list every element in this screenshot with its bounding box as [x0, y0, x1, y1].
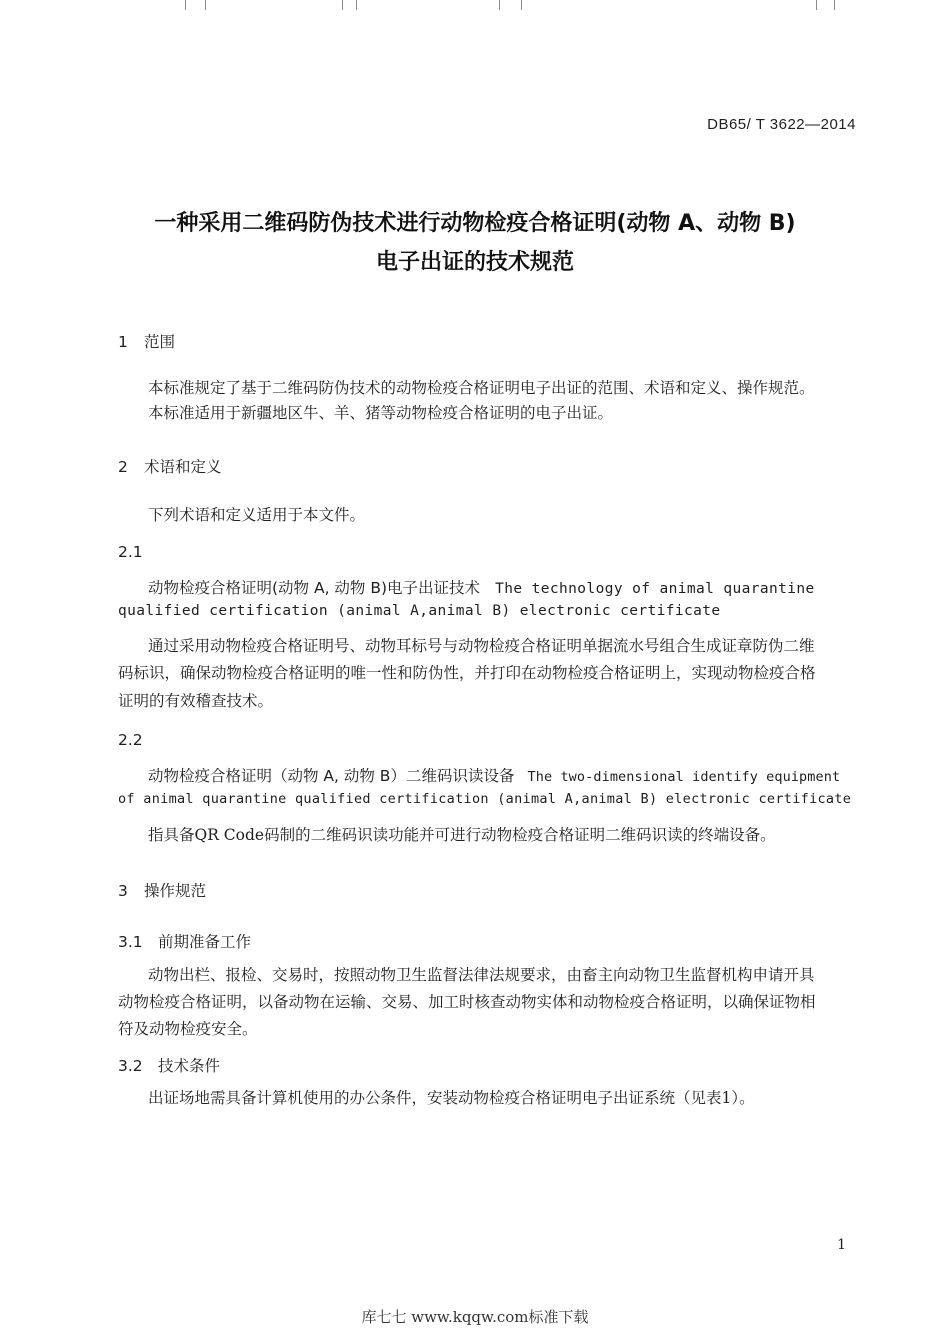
scan-mark: [356, 0, 357, 10]
scan-mark: [342, 0, 343, 10]
term-english: The two-dimensional identify equipment: [527, 769, 841, 785]
prep-work-line-1: 动物出栏、报检、交易时，按照动物卫生监督法律法规要求，由畜主向动物卫生监督机构申请开具: [148, 966, 815, 984]
prep-work-line-2: 动物检疫合格证明，以备动物在运输、交易、加工时核查动物实体和动物检疫合格证明，以确保证物相: [118, 993, 816, 1011]
term-english: The technology of animal quarantine: [495, 581, 815, 597]
section-2-heading: [118, 455, 222, 477]
scan-mark: [499, 0, 500, 10]
subsection-title: 前期准备工作: [158, 933, 252, 951]
scan-mark: [521, 0, 522, 10]
scan-mark: [185, 0, 186, 10]
section-3-heading: [118, 879, 206, 901]
term-chinese: 动物检疫合格证明(动物 A, 动物 B)电子出证技术: [148, 579, 481, 597]
section-number: 1: [118, 333, 128, 351]
term-2-2-line-2: of animal quarantine qualified certification (animal A,animal B) electronic certificate: [118, 791, 852, 807]
scan-mark: [816, 0, 817, 10]
section-1-heading: [118, 330, 175, 352]
subsection-number: 3.1: [118, 933, 143, 951]
subsection-number: 3.2: [118, 1057, 143, 1075]
term-2-2-line-1: [148, 764, 840, 786]
term-2-1-line-1: [148, 576, 815, 598]
scan-mark: [834, 0, 835, 10]
section-title: 范围: [144, 333, 176, 351]
term-chinese: 动物检疫合格证明（动物 A, 动物 B）二维码识读设备: [148, 767, 515, 785]
section-title: 术语和定义: [144, 458, 222, 476]
definition-2-1-line-2: 码标识，确保动物检疫合格证明的唯一性和防伪性，并打印在动物检疫合格证明上，实现动物检疫合格: [118, 664, 816, 682]
scope-paragraph-2: 本标准适用于新疆地区牛、羊、猪等动物检疫合格证明的电子出证。: [148, 404, 614, 422]
terms-intro: 下列术语和定义适用于本文件。: [148, 506, 366, 524]
term-2-1-line-2: qualified certification (animal A,animal B) electronic certificate: [118, 603, 721, 619]
page-number: 1: [837, 1237, 846, 1253]
download-watermark: 库七七 www.kqqw.com标准下载: [361, 1308, 589, 1326]
prep-work-line-3: 符及动物检疫安全。: [118, 1020, 258, 1038]
scan-mark: [205, 0, 206, 10]
document-title-line-2: 电子出证的技术规范: [375, 250, 574, 275]
tech-conditions-line-1: 出证场地需具备计算机使用的办公条件，安装动物检疫合格证明电子出证系统（见表1）。: [148, 1089, 755, 1107]
subsection-2-2-number: 2.2: [118, 731, 143, 749]
subsection-title: 技术条件: [158, 1057, 221, 1075]
definition-2-1-line-3: 证明的有效稽查技术。: [118, 692, 274, 710]
document-title-line-1: 一种采用二维码防伪技术进行动物检疫合格证明(动物 A、动物 B): [154, 211, 796, 236]
document-code: DB65/ T 3622—2014: [707, 116, 856, 133]
subsection-3-2-heading: [118, 1054, 220, 1076]
subsection-3-1-heading: [118, 930, 251, 952]
section-number: 3: [118, 882, 128, 900]
definition-2-1-line-1: 通过采用动物检疫合格证明号、动物耳标号与动物检疫合格证明单据流水号组合生成证章防伪二维: [148, 637, 815, 655]
section-title: 操作规范: [144, 882, 207, 900]
section-number: 2: [118, 458, 128, 476]
scope-paragraph-1: 本标准规定了基于二维码防伪技术的动物检疫合格证明电子出证的范围、术语和定义、操作规范。: [148, 379, 815, 397]
definition-2-2: 指具备QR Code码制的二维码识读功能并可进行动物检疫合格证明二维码识读的终端设备。: [148, 826, 776, 844]
subsection-2-1-number: 2.1: [118, 543, 143, 561]
